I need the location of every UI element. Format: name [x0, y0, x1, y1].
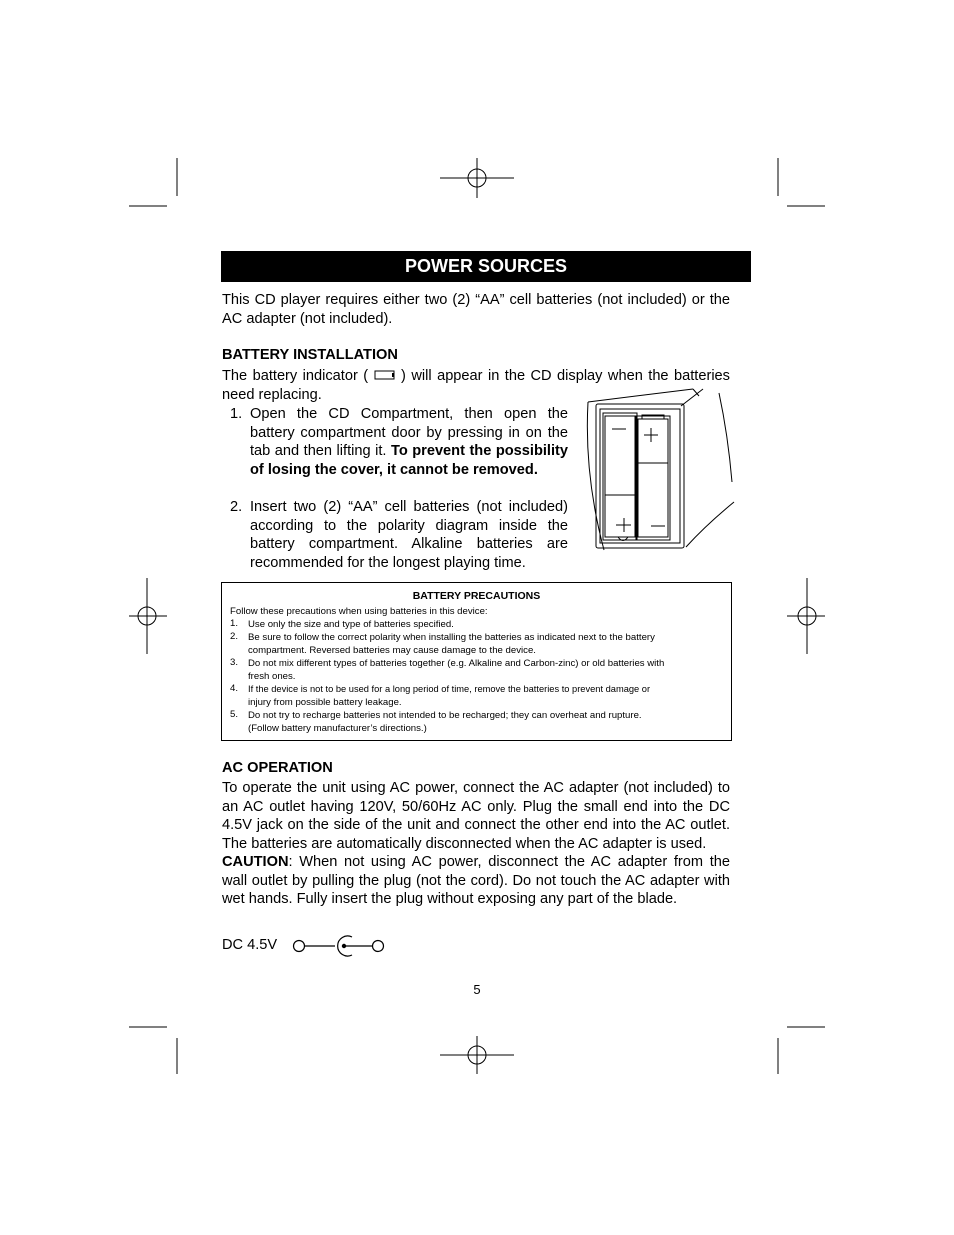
step-1-warning: To prevent the possibility of losing the cover, it cannot be removed.: [250, 443, 569, 479]
step-1-text: Open the CD Compartment, then open the battery compartment door by pressing in on the tab and then lifting it.: [250, 406, 568, 460]
battery-precautions-box: [221, 582, 732, 741]
step-2: [230, 498, 568, 573]
battery-indicator-icon: [374, 369, 396, 381]
caution-paragraph: [222, 853, 730, 909]
ac-operation-paragraph: To operate the unit using AC power, connect the AC adapter (not included) to an AC outlet having 120V, 50/60Hz AC only. Plug the small end into the DC 4.5V jack on the side of the unit and connect the other end into the AC outlet. The batteries are automatically disconnected when the AC adapter is used.: [222, 780, 730, 852]
indicator-text-before: The battery indicator (: [222, 368, 369, 384]
caution-text: : When not using AC power, disconnect the AC adapter from the wall outlet by pulling the plug (not the cord). Do not touch the AC adapter with wet hands. Fully insert the plug without exposing any part of the blade.: [222, 854, 730, 908]
indicator-text-after: ) will appear in the CD display when the batteries need replacing.: [222, 368, 730, 403]
battery-installation-heading: BATTERY INSTALLATION: [222, 347, 398, 363]
precaution-5-line-1: Do not try to recharge batteries not intended to be recharged; they can overheat and rupture.: [248, 710, 642, 721]
step-1: [230, 405, 569, 480]
step-2-number: 2.: [230, 499, 243, 515]
precaution-2-line-1: Be sure to follow the correct polarity when installing the batteries as indicated next to the battery: [248, 632, 655, 643]
precaution-1-line-1: Use only the size and type of batteries specified.: [248, 619, 454, 630]
precaution-3-number: 3.: [230, 657, 239, 668]
precaution-2-line-2: compartment. Reversed batteries may cause damage to the device.: [248, 645, 536, 656]
precaution-4-number: 4.: [230, 683, 239, 694]
page-title: POWER SOURCES: [221, 251, 751, 282]
ac-operation-heading: AC OPERATION: [222, 760, 333, 776]
page-number: 5: [473, 982, 481, 997]
precaution-2-number: 2.: [230, 631, 239, 642]
precaution-4-line-2: injury from possible battery leakage.: [248, 697, 402, 708]
precaution-5-line-2: (Follow battery manufacturer’s directions.): [248, 723, 427, 734]
precaution-4-line-1: If the device is not to be used for a long period of time, remove the batteries to prevent damage or: [248, 684, 651, 694]
dc-label: DC 4.5V: [222, 937, 278, 953]
battery-compartment-illustration: [576, 385, 736, 560]
precaution-3-line-1: Do not mix different types of batteries together (e.g. Alkaline and Carbon-zinc) or old batteries with: [248, 658, 665, 669]
step-2-text: Insert two (2) “AA” cell batteries (not included) according to the polarity diagram inside the battery compartment. Alkaline batteries are recommended for the longest playing time.: [250, 499, 568, 572]
step-1-number: 1.: [230, 406, 243, 422]
precautions-title: BATTERY PRECAUTIONS: [412, 590, 541, 602]
dc-polarity-icon: [290, 933, 390, 959]
precautions-intro: Follow these precautions when using batteries in this device:: [230, 606, 488, 617]
intro-paragraph: This CD player requires either two (2) “AA” cell batteries (not included) or the AC adapter (not included).: [222, 292, 730, 327]
caution-label: CAUTION: [222, 854, 289, 870]
precaution-1-number: 1.: [230, 618, 239, 629]
precaution-3-line-2: fresh ones.: [248, 671, 296, 682]
precaution-5-number: 5.: [230, 709, 239, 720]
